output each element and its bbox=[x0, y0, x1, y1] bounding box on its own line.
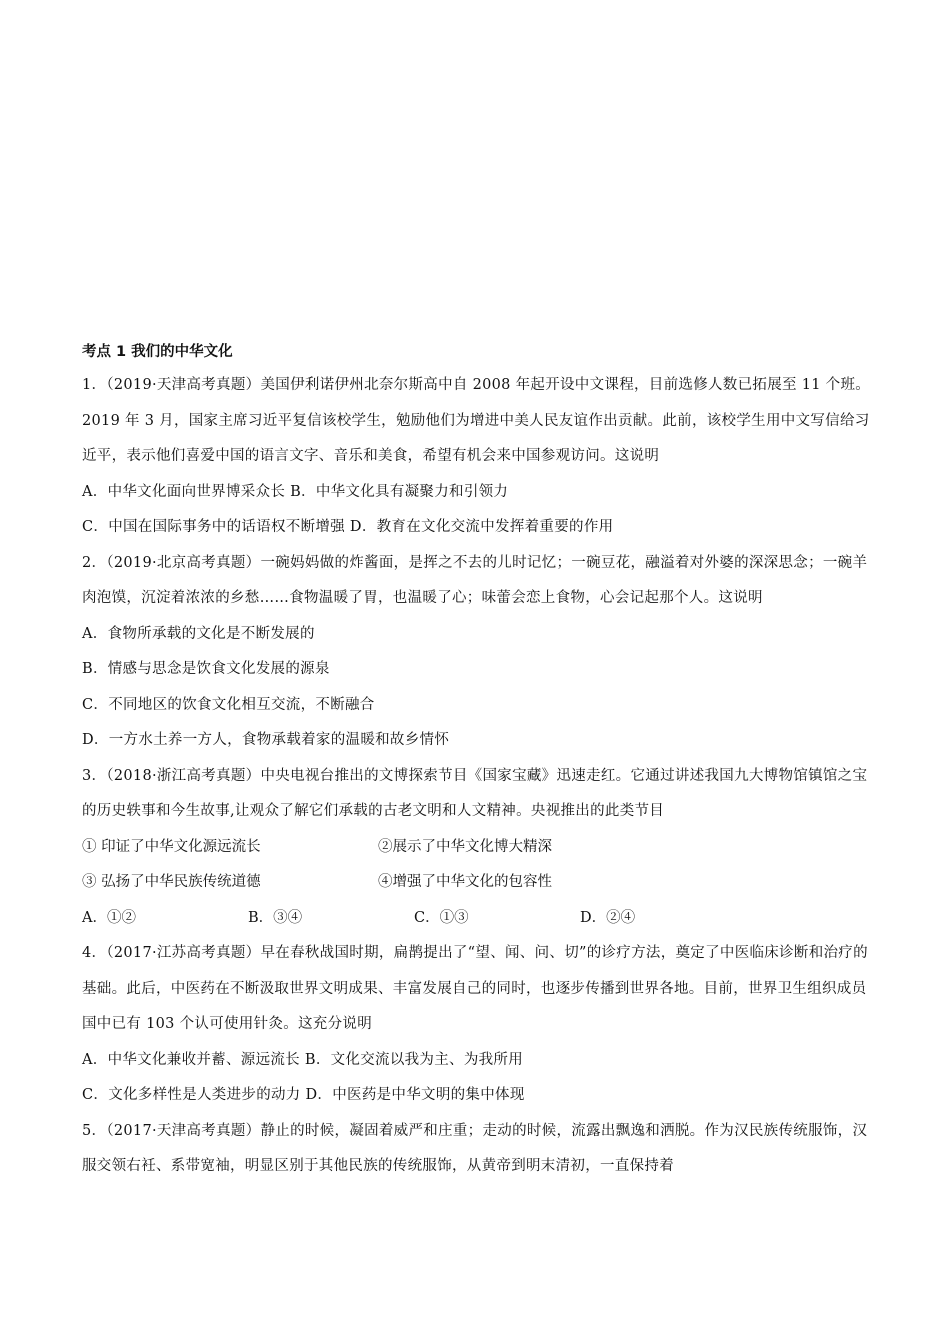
statement-3: ③ 弘扬了中华民族传统道德 bbox=[82, 874, 261, 890]
question-stem: 4．（2017·江苏高考真题）早在春秋战国时期，扁鹊提出了“望、闻、问、切”的诊疗方法，奠定了中医临床诊断和治疗的基础。此后，中医药在不断汲取世界文明成果、丰富发展自己的同时，也逐步传播到世界各地。目前，世界卫生组织成员国中已有 103 个认可使用针灸。这充分说明 bbox=[82, 945, 868, 1032]
question-stem: 3．（2018·浙江高考真题）中央电视台推出的文博探索节目《国家宝藏》迅速走红。它通过讲述我国九大博物馆镇馆之宝的历史轶事和今生故事,让观众了解它们承载的古老文明和人文精神。央视推出的此类节目 bbox=[82, 767, 868, 819]
choices-row bbox=[82, 901, 872, 937]
question-4 bbox=[82, 936, 872, 1114]
statement-4: ④增强了中华文化的包容性 bbox=[378, 874, 552, 890]
option-d: D．一方水土养一方人，食物承载着家的温暖和故乡情怀 bbox=[82, 732, 450, 748]
question-stem: 2．（2019·北京高考真题）一碗妈妈做的炸酱面，是挥之不去的儿时记忆；一碗豆花，融溢着对外婆的深深思念；一碗羊肉泡馍，沉淀着浓浓的乡愁……食物温暖了胃，也温暖了心；味蕾会恋上食物，心会记起那个人。这说明 bbox=[82, 554, 868, 606]
section-title: 考点 1 我们的中华文化 bbox=[82, 344, 233, 360]
option-c: C．不同地区的饮食文化相互交流，不断融合 bbox=[82, 696, 375, 713]
statement-1: ① 印证了中华文化源远流长 bbox=[82, 838, 261, 855]
question-1 bbox=[82, 368, 872, 546]
options-row: C．中国在国际事务中的话语权不断增强 D．教育在文化交流中发挥着重要的作用 bbox=[82, 519, 614, 535]
options-row: C．文化多样性是人类进步的动力 D．中医药是中华文明的集中体现 bbox=[82, 1087, 525, 1103]
options-row: A．中华文化兼收并蓄、源远流长 B．文化交流以我为主、为我所用 bbox=[82, 1051, 524, 1068]
option-b: B．情感与思念是饮食文化发展的源泉 bbox=[82, 661, 330, 677]
question-5 bbox=[82, 1114, 872, 1185]
option-a: A．食物所承载的文化是不断发展的 bbox=[82, 625, 315, 642]
choice-d: D．②④ bbox=[580, 909, 636, 926]
statement-row bbox=[82, 830, 872, 866]
document-content bbox=[82, 342, 872, 1185]
options-row: A．中华文化面向世界博采众长 B．中华文化具有凝聚力和引领力 bbox=[82, 483, 509, 500]
statement-row bbox=[82, 865, 872, 901]
question-3 bbox=[82, 759, 872, 937]
choice-c: C．①③ bbox=[414, 909, 469, 926]
choice-b: B．③④ bbox=[248, 909, 303, 926]
statement-2: ②展示了中华文化博大精深 bbox=[378, 838, 552, 855]
choice-a: A．①② bbox=[82, 909, 136, 926]
question-2 bbox=[82, 546, 872, 759]
question-stem: 1．（2019·天津高考真题）美国伊利诺伊州北奈尔斯高中自 2008 年起开设中文课程，目前选修人数已拓展至 11 个班。2019 年 3 月，国家主席习近平复信该校学生，勉励他们为增进中美人民友谊作出贡献。此前，该校学生用中文写信给习近平，表示他们喜爱中国的语言文字、音乐和美食，希望有机会来中国参观访问。这说明 bbox=[82, 377, 871, 464]
question-stem: 5．（2017·天津高考真题）静止的时候，凝固着威严和庄重；走动的时候，流露出飘逸和洒脱。作为汉民族传统服饰，汉服交领右衽、系带宽袖，明显区别于其他民族的传统服饰，从黄帝到明末清初，一直保持着 bbox=[82, 1122, 868, 1174]
